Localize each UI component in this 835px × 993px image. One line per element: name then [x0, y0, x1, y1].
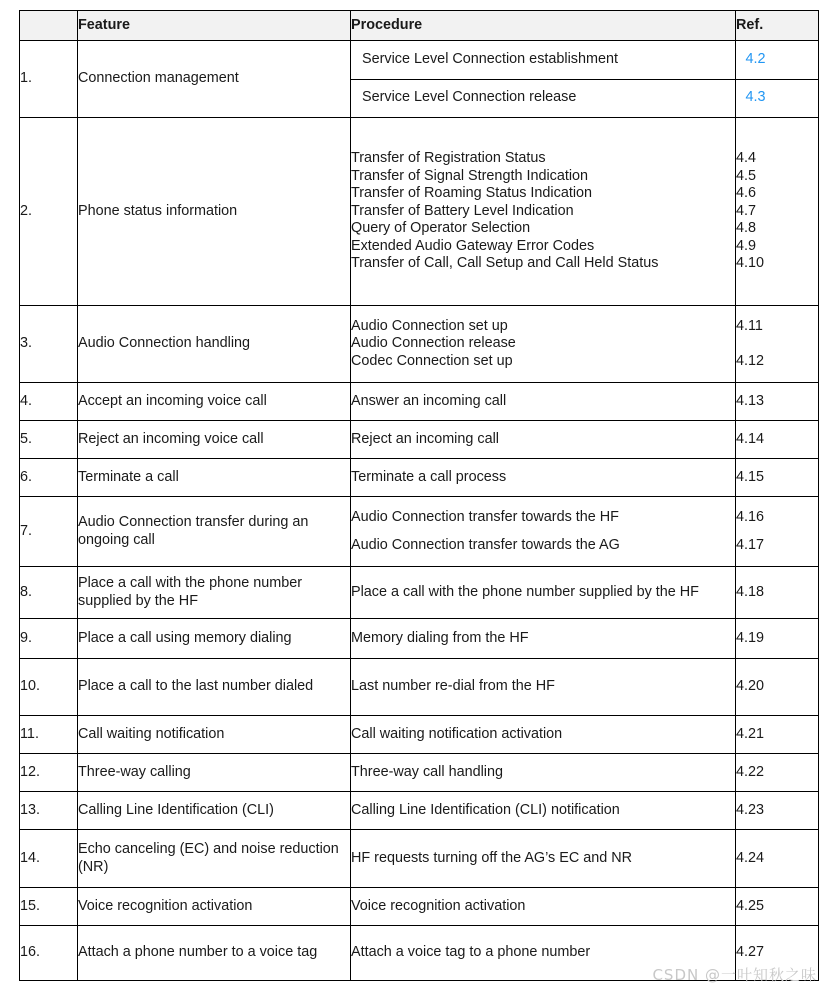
procedure-ref-subtable-holder: [351, 41, 819, 118]
procedure-subrow: [351, 79, 818, 117]
procedure-cell: Service Level Connection release: [362, 89, 577, 106]
feature-cell: Place a call to the last number dialed: [78, 659, 351, 716]
column-header-ref: Ref.: [736, 11, 819, 41]
feature-cell: Connection management: [78, 41, 351, 118]
row-number: 2.: [20, 118, 78, 306]
feature-cell: Calling Line Identification (CLI): [78, 792, 351, 830]
ref-cell: [736, 421, 819, 459]
column-header-feature: Feature: [78, 11, 351, 41]
ref-link[interactable]: 4.20: [736, 678, 765, 695]
ref-cell: [736, 306, 819, 383]
ref-link[interactable]: 4.14: [736, 430, 765, 447]
procedure-line: Transfer of Roaming Status Indication: [351, 185, 593, 202]
ref-link[interactable]: 4.9: [736, 237, 757, 254]
ref-cell: [736, 118, 819, 306]
ref-cell: [736, 567, 819, 619]
column-header-number: [20, 11, 78, 41]
procedure-line: Transfer of Registration Status: [351, 150, 546, 167]
row-number: 12.: [20, 754, 78, 792]
procedure-line: Audio Connection transfer towards the HF: [351, 509, 619, 526]
row-number: 16.: [20, 926, 78, 981]
feature-cell: Audio Connection transfer during an ongoing call: [78, 497, 351, 567]
watermark-text: CSDN @一叶知秋之味: [652, 966, 817, 984]
row-number: 14.: [20, 830, 78, 888]
procedure-cell: [351, 421, 736, 459]
procedure-line: Calling Line Identification (CLI) notification: [351, 801, 620, 818]
ref-cell: [736, 497, 819, 567]
table-body: [20, 41, 819, 981]
procedure-line: Voice recognition activation: [351, 897, 526, 914]
row-number: 1.: [20, 41, 78, 118]
procedure-cell: [351, 567, 736, 619]
procedure-cell: [351, 888, 736, 926]
ref-link[interactable]: 4.2: [735, 41, 818, 79]
ref-link[interactable]: 4.23: [736, 801, 765, 818]
ref-link[interactable]: 4.25: [736, 897, 765, 914]
procedure-line: Call waiting notification activation: [351, 725, 563, 742]
procedure-line: Audio Connection set up: [351, 317, 508, 334]
ref-link[interactable]: 4.17: [736, 536, 765, 553]
procedure-line: Three-way call handling: [351, 763, 503, 780]
feature-cell: Terminate a call: [78, 459, 351, 497]
feature-cell: Place a call using memory dialing: [78, 619, 351, 659]
feature-cell: Phone status information: [78, 118, 351, 306]
table-row: [20, 792, 819, 830]
table-row: [20, 118, 819, 306]
procedure-cell: [351, 306, 736, 383]
table-row: [20, 830, 819, 888]
procedure-cell: [351, 619, 736, 659]
ref-link[interactable]: 4.6: [736, 185, 757, 202]
row-number: 3.: [20, 306, 78, 383]
ref-cell: [736, 619, 819, 659]
column-header-procedure: Procedure: [351, 11, 736, 41]
procedure-cell: [351, 459, 736, 497]
ref-link[interactable]: 4.27: [736, 944, 765, 961]
row-number: 7.: [20, 497, 78, 567]
ref-cell: [736, 888, 819, 926]
feature-cell: Accept an incoming voice call: [78, 383, 351, 421]
ref-cell: [736, 754, 819, 792]
ref-link[interactable]: 4.21: [736, 725, 765, 742]
ref-cell: [736, 659, 819, 716]
procedure-cell: [351, 659, 736, 716]
procedure-cell: [351, 497, 736, 567]
procedure-line: Query of Operator Selection: [351, 220, 531, 237]
feature-cell: Attach a phone number to a voice tag: [78, 926, 351, 981]
ref-link[interactable]: 4.3: [735, 79, 818, 117]
table-header-row: [20, 11, 819, 41]
procedure-cell: [351, 754, 736, 792]
row-number: 10.: [20, 659, 78, 716]
ref-cell: [736, 716, 819, 754]
procedure-line: Terminate a call process: [351, 468, 507, 485]
procedure-line: Transfer of Battery Level Indication: [351, 202, 574, 219]
feature-cell: Reject an incoming voice call: [78, 421, 351, 459]
ref-cell: [736, 383, 819, 421]
ref-link[interactable]: 4.16: [736, 509, 765, 526]
ref-cell: [736, 792, 819, 830]
row-number: 6.: [20, 459, 78, 497]
feature-procedure-table: [19, 10, 819, 981]
procedure-cell: Service Level Connection establishment: [351, 41, 735, 79]
row-number: 8.: [20, 567, 78, 619]
ref-cell: [736, 459, 819, 497]
table-row: [20, 383, 819, 421]
row-number: 15.: [20, 888, 78, 926]
feature-cell: Call waiting notification: [78, 716, 351, 754]
ref-link[interactable]: 4.11: [736, 317, 763, 334]
procedure-cell: [351, 830, 736, 888]
procedure-cell: [351, 792, 736, 830]
procedure-line: Attach a voice tag to a phone number: [351, 944, 591, 961]
procedure-line: Codec Connection set up: [351, 352, 513, 369]
procedure-line: Reject an incoming call: [351, 430, 499, 447]
procedure-line: Transfer of Call, Call Setup and Call Held Status: [351, 255, 659, 272]
row-number: 4.: [20, 383, 78, 421]
procedure-line: Transfer of Signal Strength Indication: [351, 167, 589, 184]
ref-link[interactable]: 4.24: [736, 849, 765, 866]
feature-cell: Place a call with the phone number supplied by the HF: [78, 567, 351, 619]
procedure-line: Answer an incoming call: [351, 392, 507, 409]
ref-link[interactable]: 4.5: [736, 167, 757, 184]
procedure-line: HF requests turning off the AG’s EC and NR: [351, 849, 633, 866]
table-row: [20, 459, 819, 497]
table-row: [20, 659, 819, 716]
ref-cell: [736, 830, 819, 888]
feature-cell: Echo canceling (EC) and noise reduction (NR): [78, 830, 351, 888]
feature-cell: Voice recognition activation: [78, 888, 351, 926]
table-row: [20, 716, 819, 754]
procedure-line: Place a call with the phone number supplied by the HF: [351, 583, 699, 600]
ref-link[interactable]: 4.15: [736, 468, 765, 485]
procedure-line: Extended Audio Gateway Error Codes: [351, 237, 595, 254]
row-number: 11.: [20, 716, 78, 754]
ref-link[interactable]: 4.13: [736, 392, 765, 409]
procedure-ref-subtable: [351, 41, 818, 117]
table-row: [20, 619, 819, 659]
feature-cell: Three-way calling: [78, 754, 351, 792]
procedure-line: Audio Connection transfer towards the AG: [351, 536, 620, 553]
table-row: [20, 754, 819, 792]
feature-procedure-table-document: [19, 10, 818, 981]
ref-link[interactable]: 4.18: [736, 583, 765, 600]
ref-link[interactable]: 4.22: [736, 763, 765, 780]
ref-link[interactable]: 4.12: [736, 352, 765, 369]
procedure-cell: [351, 118, 736, 306]
ref-link[interactable]: 4.8: [736, 220, 757, 237]
feature-cell: Audio Connection handling: [78, 306, 351, 383]
table-row: [20, 41, 819, 118]
table-row: [20, 567, 819, 619]
table-row: [20, 306, 819, 383]
row-number: 13.: [20, 792, 78, 830]
procedure-line: Last number re-dial from the HF: [351, 678, 555, 695]
procedure-subrow: [351, 41, 818, 79]
table-row: [20, 888, 819, 926]
ref-link[interactable]: 4.4: [736, 150, 757, 167]
procedure-cell: [351, 383, 736, 421]
row-number: 9.: [20, 619, 78, 659]
procedure-line: Audio Connection release: [351, 335, 516, 352]
table-row: [20, 421, 819, 459]
table-header: [20, 11, 819, 41]
row-number: 5.: [20, 421, 78, 459]
ref-link[interactable]: 4.10: [736, 255, 765, 272]
ref-link[interactable]: 4.7: [736, 202, 757, 219]
ref-link[interactable]: 4.19: [736, 629, 765, 646]
procedure-cell: [351, 716, 736, 754]
procedure-line: Memory dialing from the HF: [351, 629, 529, 646]
table-row: [20, 497, 819, 567]
